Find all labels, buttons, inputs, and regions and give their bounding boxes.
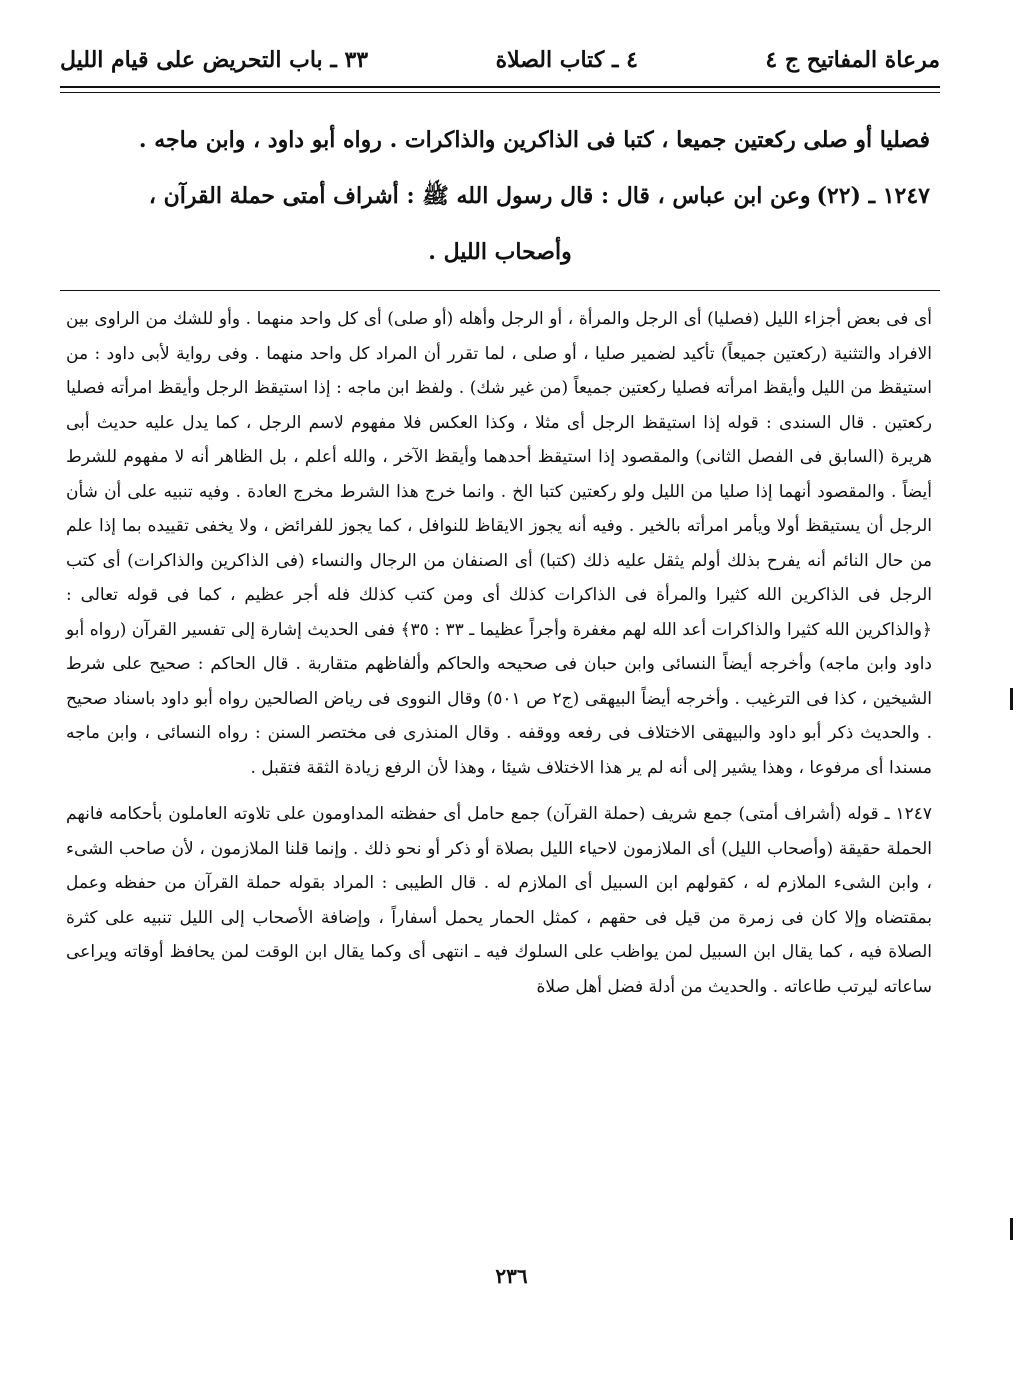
section-separator	[60, 290, 940, 291]
margin-mark	[1010, 688, 1013, 710]
hadith-line-3: وأصحاب الليل .	[428, 239, 572, 265]
hadith-line-2-text: وعن ابن عباس ، قال : قال رسول الله ﷺ : أشراف أمتى حملة القرآن ،	[148, 183, 811, 209]
header-rule-thin	[60, 92, 940, 93]
commentary-paragraph-2: ١٢٤٧ ـ قوله (أشراف أمتى) جمع شريف (حملة القرآن) جمع حامل أى حفظته المداومون على تلاوته العاملون بأحكامه فانهم الحملة حقيقة (وأصحاب الليل) أى الملازمون لاحياء الليل بصلاة أو ذكر أو نحو ذلك . وإنما قلنا الملازمون ، لأن صاحب الشىء ، وابن الشىء الملازم له ، كقولهم ابن السبيل أى الملازم له . قال الطيبى : المراد بقوله حملة القرآن من حفظه وعمل بمقتضاه وإلا كان فى زمرة من قيل فى حقهم ، كمثل الحمار يحمل أسفاراً ، وإضافة الأصحاب إلى الليل تنبيه على كثرة الصلاة فيه ، كما يقال ابن السبيل لمن يواظب على السلوك فيه ـ انتهى أى وكما يقال ابن الوقت لمن يحافظ أوقاته ويراعى ساعاته ليرتب طاعاته . والحديث من أدلة فضل أهل صلاة	[66, 804, 932, 997]
margin-mark	[1010, 1218, 1013, 1240]
paragraph-gap	[66, 785, 932, 797]
commentary-paragraph-1: أى فى بعض أجزاء الليل (فصليا) أى الرجل والمرأة ، أو الرجل وأهله (أو صلى) أى كل واحد منهما . وأو للشك من الراوى بين الافراد والتثنية (ركعتين جميعاً) تأكيد لضمير صليا ، أو صلى ، لما تقرر أن المراد كل واحد منهما . وفى رواية لأبى داود : من استيقظ من الليل وأيقظ امرأته فصليا ركعتين جميعاً (من غير شك) . ولفظ ابن ماجه : إذا استيقظ الرجل وأيقظ امرأته فصليا ركعتين . قال السندى : قوله إذا استيقظ الرجل أى مثلا ، وكذا العكس فلا مفهوم لاسم الرجل ، كما يدل عليه حديث أبى هريرة (السابق فى الفصل الثانى) والمقصود إذا استيقظ أحدهما وأيقظ الآخر ، والله أعلم ، بل الظاهر أنه لا مفهوم للشرط أيضاً . والمقصود أنهما إذا صليا من الليل ولو ركعتين كتبا الخ . وانما خرج هذا الشرط مخرج العادة . وفيه تنبيه على أن شأن الرجل أن يستيقظ أولا ويأمر امرأته بالخير . وفيه أنه يجوز الايقاظ للنوافل ، كما يجوز للفرائض ، ولا يخفى تقييده بما إذا علم من حال النائم أنه يفرح بذلك أولم يثقل عليه ذلك (كتبا) أى الصنفان من الرجال والنساء (فى الذاكرين والذاكرات) أى كتب الرجل فى الذاكرين الله كثيرا والمرأة فى الذاكرات كذلك أى ومن كتب كذلك فله أجر عظيم ، كما فى قوله تعالى : ﴿والذاكرين الله كثيرا والذاكرات أعد الله لهم مغفرة وأجراً عظيما ـ ٣٣ : ٣٥﴾ ففى الحديث إشارة إلى تفسير القرآن (رواه أبو داود وابن ماجه) وأخرجه أيضاً النسائى وابن حبان فى صحيحه والحاكم وألفاظهم متقاربة . قال الحاكم : صحيح على شرط الشيخين ، كذا فى الترغيب . وأخرجه أيضاً البيهقى (ج٢ ص ٥٠١) وقال النووى فى رياض الصالحين رواه أبو داود باسناد صحيح . والحديث ذكر أبو داود والبيهقى الاختلاف فى رفعه ووقفه . وقال المنذرى فى مختصر السنن : رواه النسائى ، وابن ماجه مسندا أى مرفوعا ، وهذا يشير إلى أنه لم ير هذا الاختلاف شيئا ، وهذا لأن الرفع زيادة الثقة فتقبل .	[66, 309, 933, 778]
running-header	[60, 40, 940, 80]
hadith-line-2	[70, 168, 930, 224]
commentary-block	[66, 302, 932, 1004]
header-book-volume: مرعاة المفاتيح ج ٤	[765, 47, 940, 73]
header-rule	[60, 86, 940, 88]
header-chapter-title: ٣٣ ـ باب التحريض على قيام الليل	[60, 47, 369, 73]
hadith-number: ١٢٤٧ ـ (٢٢)	[816, 183, 930, 209]
hadith-text-block	[70, 112, 930, 280]
hadith-line-1: فصليا أو صلى ركعتين جميعا ، كتبا فى الذاكرين والذاكرات . رواه أبو داود ، وابن ماجه .	[138, 127, 930, 153]
page-number: ٢٣٦	[495, 1264, 528, 1288]
header-section-title: ٤ ـ كتاب الصلاة	[495, 47, 638, 73]
